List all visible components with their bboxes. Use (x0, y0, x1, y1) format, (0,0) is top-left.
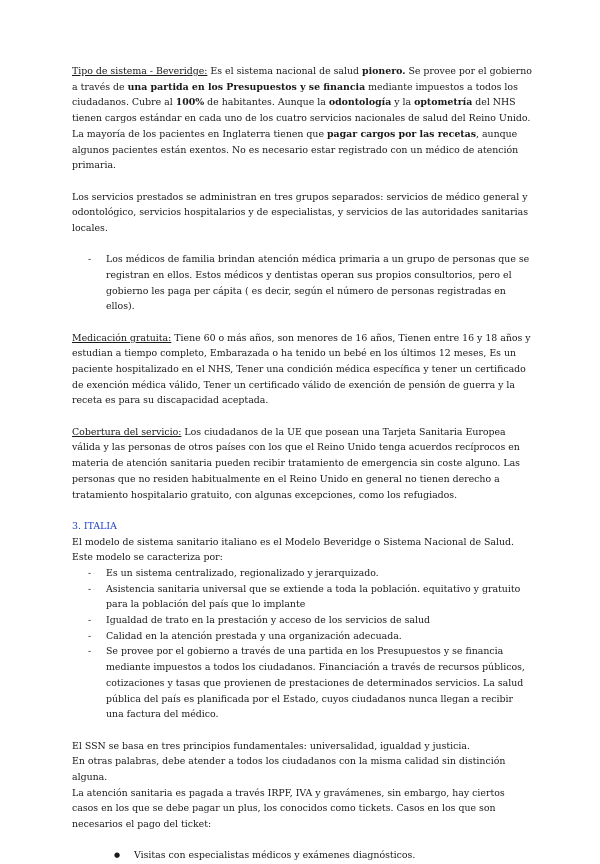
list-item: - Igualdad de trato en la prestación y acceso de los servicios de salud (72, 613, 532, 629)
list-item: - Asistencia sanitaria universal que se extiende a toda la población. equitativo y gratuito para la población del país que lo implante (72, 582, 532, 613)
coverage-paragraph: Cobertura del servicio: Los ciudadanos de la UE que posean una Tarjeta Sanitaria Europea válida y las personas de otros países con los que el Reino Unido tenga acuerdos recíprocos en materia de atención sanitaria pueden recibir tratamiento de emergencia sin coste alguno. Las personas que no residen habitualmente en el Reino Unido en general no tienen derecho a tratamiento hospitalario gratuito, con algunas excepciones, como los refugiados. (72, 426, 520, 501)
italy-intro: El modelo de sistema sanitario italiano es el Modelo Beveridge o Sistema Nacional de Salud. Este modelo se caracteriza por: (72, 536, 515, 564)
medication-paragraph: Medicación gratuita: Tiene 60 o más años, son menores de 16 años, Tienen entre 16 y 18 años y estudian a tiempo completo, Embarazada o ha tenido un bebé en los últimos 12 meses, Es un paciente hospitalizado en el NHS, Tener una condición médica específica y tener un certificado de exención médica válido, Tener un certificado válido de exención de pensión de guerra y la receta es para su discapacidad aceptada. (72, 332, 531, 407)
coverage-label: Cobertura del servicio: (72, 426, 182, 438)
list-item: - Se provee por el gobierno a través de una partida en los Presupuestos y se financia mediante impuestos a todos los ciudadanos. Financiación a través de recursos públicos, cotizaciones y tasas que provienen de prestaciones de determinados servicios. La salud pública del país es planificada por el Estado, cuyos ciudadanos nunca llegan a recibir una factura del médico. (72, 644, 532, 723)
beveridge-paragraph: Tipo de sistema - Beveridge: Es el sistema nacional de salud pionero. Se provee por el gobierno a través de una partida en los Presupuestos y se financia mediante impuestos a todos los ciudadanos. Cubre al 100% de habitantes. Aunque la odontología y la optometría del NHS tienen cargos estándar en cada uno de los cuatro servicios nacionales de salud del Reino Unido. La mayoría de los pacientes en Inglaterra tienen que pagar cargos por las recetas, aunque algunos pacientes están exentos. No es necesario estar registrado con un médico de atención primaria. (72, 66, 532, 172)
document-page (72, 64, 532, 864)
principles-line-2: En otras palabras, debe atender a todos los ciudadanos con la misma calidad sin distinción alguna. (72, 756, 506, 783)
list-item: ● Visitas con especialistas médicos y exámenes diagnósticos. (72, 848, 532, 864)
ticket-cases-list (72, 848, 532, 864)
italy-features-list (72, 566, 532, 723)
list-item: - Calidad en la atención prestada y una organización adecuada. (72, 629, 532, 645)
gp-list (72, 252, 532, 315)
list-item: - Los médicos de familia brindan atención médica primaria a un grupo de personas que se registran en ellos. Estos médicos y dentistas operan sus propios consultorios, pero el gobierno les paga per cápita ( es decir, según el número de personas registradas en ellos). (72, 252, 532, 315)
services-paragraph: Los servicios prestados se administran en tres grupos separados: servicios de médico general y odontológico, servicios hospitalarios y de especialistas, y servicios de las autoridades sanitarias locales. (72, 191, 529, 234)
medication-label: Medicación gratuita: (72, 332, 172, 344)
principles-line-3: La atención sanitaria es pagada a través IRPF, IVA y gravámenes, sin embargo, hay ciertos casos en los que se debe pagar un plus, los conocidos como tickets. Casos en los que son necesarios el pago del ticket: (72, 787, 505, 831)
list-item: - Es un sistema centralizado, regionalizado y jerarquizado. (72, 566, 532, 582)
principles-line-1: El SSN se basa en tres principios fundamentales: universalidad, igualdad y justicia. (72, 740, 470, 752)
beveridge-label: Tipo de sistema - Beveridge: (72, 66, 208, 77)
italy-heading: 3. ITALIA (72, 520, 117, 532)
